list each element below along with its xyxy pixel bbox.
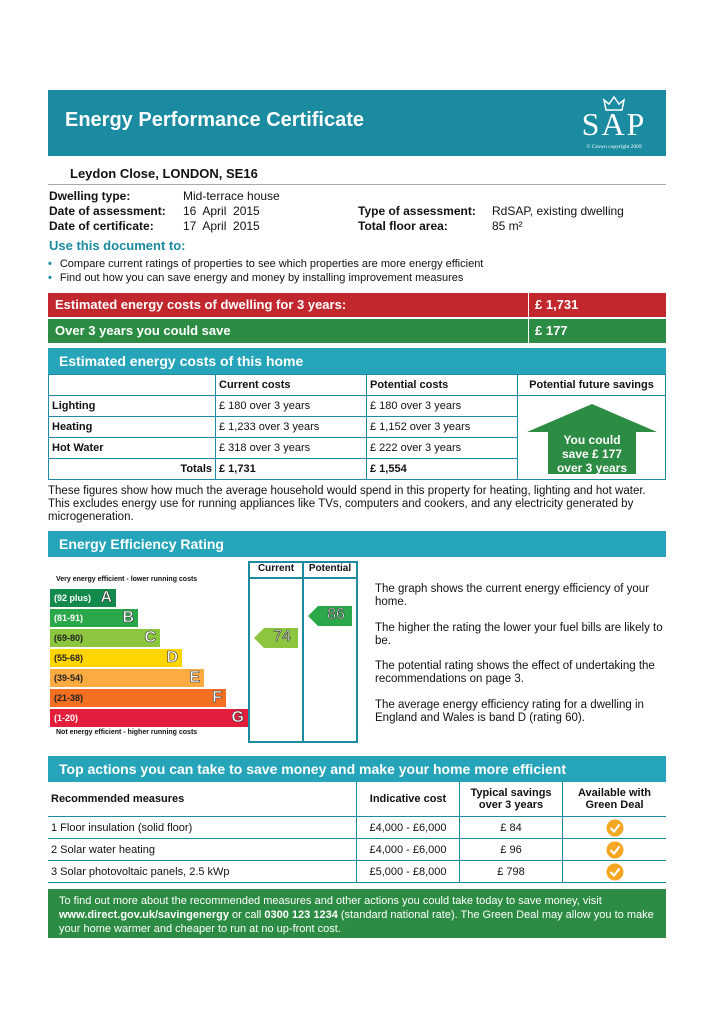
rating-text: The graph shows the current energy efficiency of your home. xyxy=(375,583,650,608)
rating-band-e xyxy=(50,669,204,687)
rating-band-f xyxy=(50,689,226,707)
rating-band-g xyxy=(50,709,248,727)
current-rating-value: 74 xyxy=(273,628,291,645)
rating-band-letter: C xyxy=(144,629,156,646)
rating-band-c xyxy=(50,629,160,647)
dwelling-type-value: Mid-terrace house xyxy=(183,189,280,203)
assessment-date-value: 16 April 2015 xyxy=(183,204,260,218)
table-header-row: Recommended measures Indicative cost Typical savings over 3 years Available with Green Deal xyxy=(48,782,666,817)
savings-bar xyxy=(48,319,666,343)
costs-note: These figures show how much the average household would spend in this property for heating, lighting and hot water. This excludes energy use for running appliances like TVs, computers and cookers, and any electricity generated by microgeneration. xyxy=(48,485,646,523)
estimated-cost-label: Estimated energy costs of dwelling for 3 years: xyxy=(55,297,347,312)
costs-section-header: Estimated energy costs of this home xyxy=(48,348,666,374)
savings-arrow-line3: over 3 years xyxy=(556,461,628,475)
table-row: 1 Floor insulation (solid floor) £4,000 - £6,000 £ 84 xyxy=(48,817,666,839)
current-column-header: Current xyxy=(250,563,302,579)
efficiency-chart xyxy=(48,561,358,745)
table-row: Heating £ 1,233 over 3 years £ 1,152 over 3 years xyxy=(49,417,666,438)
green-deal-tick-icon xyxy=(606,865,624,877)
rating-text: The average energy efficiency rating for a dwelling in England and Wales is band D (rating 60). xyxy=(375,699,644,724)
table-header-row: Current costs Potential costs Potential future savings xyxy=(49,375,666,396)
rating-band-range: (21-38) xyxy=(54,693,84,703)
costs-table xyxy=(48,374,666,480)
rating-band-d xyxy=(50,649,182,667)
footer-link[interactable]: www.direct.gov.uk/savingenergy xyxy=(59,909,229,921)
property-address: Leydon Close, LONDON, SE16 xyxy=(70,166,258,181)
savings-arrow-cell xyxy=(518,396,666,480)
rating-text: The potential rating shows the effect of undertaking the recommendations on page 3. xyxy=(375,660,655,685)
green-deal-tick-icon xyxy=(606,843,624,855)
footer-phone: 0300 123 1234 xyxy=(264,909,338,921)
estimated-cost-bar xyxy=(48,293,666,317)
table-row: 2 Solar water heating £4,000 - £6,000 £ 96 xyxy=(48,839,666,861)
rating-band-letter: B xyxy=(122,609,134,626)
potential-column xyxy=(304,561,358,743)
rating-band-range: (69-80) xyxy=(54,633,84,643)
certificate-date-label: Date of certificate: xyxy=(49,219,154,233)
footer-text: To find out more about the recommended measures and other actions you could take today to save money, visit xyxy=(59,895,602,907)
certificate-date-value: 17 April 2015 xyxy=(183,219,260,233)
floor-area-value: 85 m² xyxy=(492,219,523,233)
rating-band-range: (55-68) xyxy=(54,653,84,663)
efficiency-bottom-label: Not energy efficient - higher running costs xyxy=(56,729,198,736)
footer-info: To find out more about the recommended measures and other actions you could take today to save money, visit www.direct.gov.uk/savingenergy or call 0300 123 1234 (standard national rate). The Green Deal may allow you to make your home warmer and cheaper to run at no up-front cost. xyxy=(48,889,666,938)
green-deal-cell xyxy=(563,861,667,883)
savings-label: Over 3 years you could save xyxy=(55,323,231,338)
actions-section-header: Top actions you can take to save money and make your home more efficient xyxy=(48,756,666,782)
dwelling-type-label: Dwelling type: xyxy=(49,189,131,203)
potential-rating-marker xyxy=(308,606,354,626)
green-deal-cell xyxy=(563,817,667,839)
table-row: Lighting £ 180 over 3 years £ 180 over 3 years You could save £ 177 over 3 years xyxy=(49,396,666,417)
rating-band-letter: E xyxy=(189,669,200,686)
potential-rating-value: 86 xyxy=(327,606,345,623)
rating-text: The higher the rating the lower your fuel bills are likely to be. xyxy=(375,622,663,647)
table-row: 3 Solar photovoltaic panels, 2.5 kWp £5,000 - £8,000 £ 798 xyxy=(48,861,666,883)
savings-arrow-line2: save £ 177 xyxy=(561,447,623,461)
green-deal-tick-icon xyxy=(606,821,624,833)
assessment-type-value: RdSAP, existing dwelling xyxy=(492,204,624,218)
use-bullet: • Compare current ratings of properties to see which properties are more energy efficient xyxy=(48,258,484,270)
rating-band-range: (39-54) xyxy=(54,673,84,683)
rating-band-b xyxy=(50,609,138,627)
assessment-type-label: Type of assessment: xyxy=(358,204,476,218)
efficiency-section-header: Energy Efficiency Rating xyxy=(48,531,666,557)
rating-band-letter: F xyxy=(212,689,222,706)
certificate-header xyxy=(48,90,666,156)
savings-arrow-line1: You could xyxy=(563,433,621,447)
sap-logo xyxy=(568,96,660,152)
potential-column-header: Potential xyxy=(304,563,356,579)
divider xyxy=(48,184,666,185)
rating-band-letter: G xyxy=(231,709,244,726)
use-document-title: Use this document to: xyxy=(49,238,186,253)
efficiency-top-label: Very energy efficient - lower running costs xyxy=(56,576,198,583)
rating-bands xyxy=(50,589,248,729)
totals-row: Totals £ 1,731 £ 1,554 xyxy=(49,459,666,480)
table-row: Hot Water £ 318 over 3 years £ 222 over 3 years xyxy=(49,438,666,459)
certificate-title: Energy Performance Certificate xyxy=(65,109,365,131)
rating-band-letter: D xyxy=(166,649,178,666)
rating-band-range: (81-91) xyxy=(54,613,84,623)
assessment-date-label: Date of assessment: xyxy=(49,204,166,218)
estimated-cost-value: £ 1,731 xyxy=(535,297,579,312)
logo-copyright: © Crown copyright 2009 xyxy=(586,144,642,150)
current-rating-marker xyxy=(254,628,300,648)
rating-band-a xyxy=(50,589,116,607)
savings-value: £ 177 xyxy=(535,323,568,338)
current-column xyxy=(248,561,304,743)
sap-logo-text: SAP xyxy=(581,106,647,142)
rating-band-range: (92 plus) xyxy=(54,593,92,603)
actions-table xyxy=(48,782,666,883)
green-deal-cell xyxy=(563,839,667,861)
rating-band-letter: A xyxy=(100,589,112,606)
savings-arrow xyxy=(518,396,666,480)
use-bullet: • Find out how you can save energy and money by installing improvement measures xyxy=(48,272,464,284)
rating-band-range: (1-20) xyxy=(54,713,79,723)
floor-area-label: Total floor area: xyxy=(358,219,448,233)
